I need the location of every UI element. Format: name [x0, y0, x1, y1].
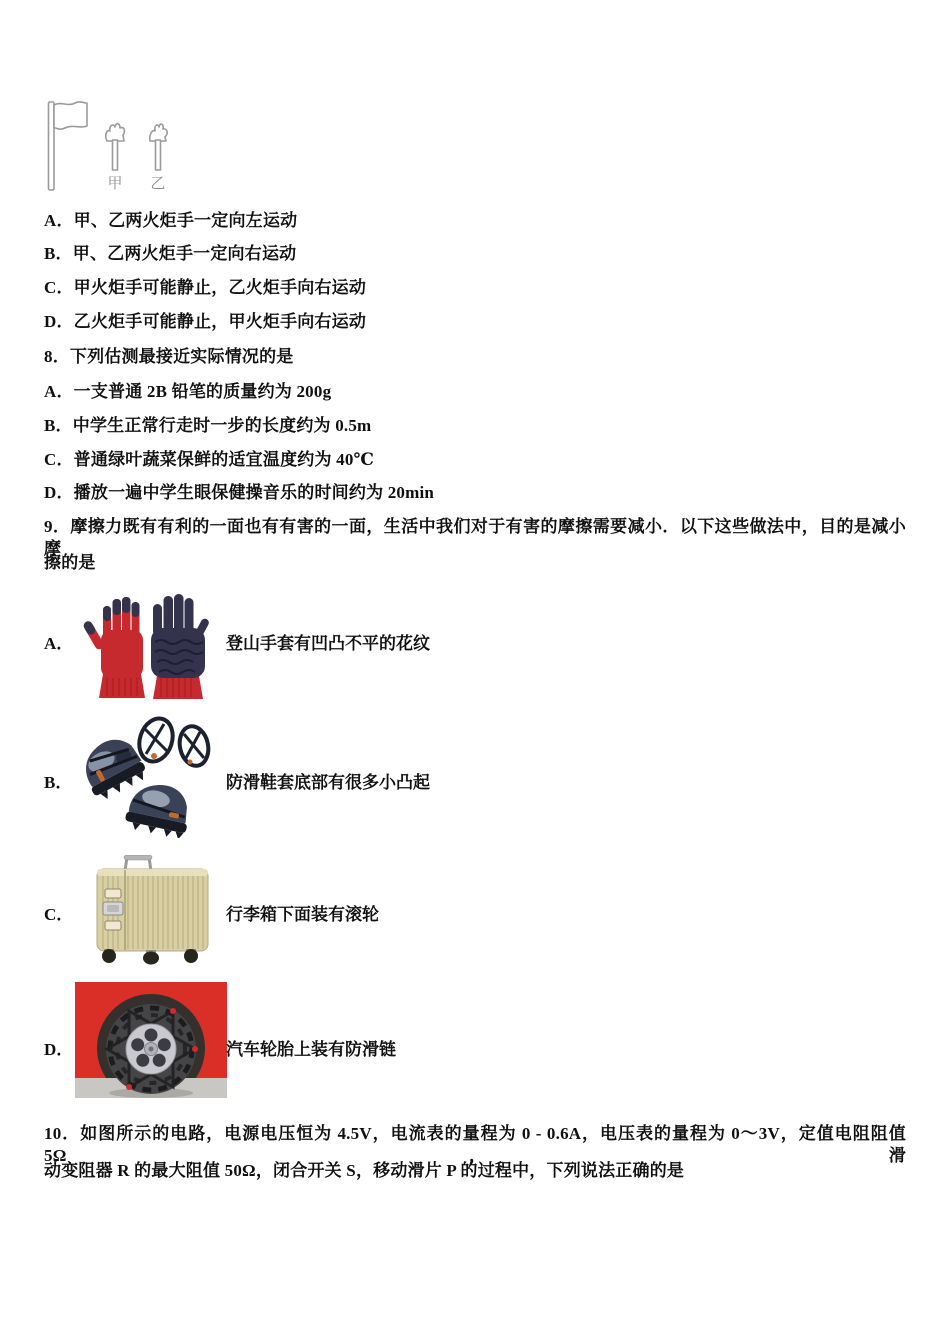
- question-9-option-a-caption: 登山手套有凹凸不平的花纹: [226, 634, 430, 653]
- torch-yi-label: 乙: [150, 176, 166, 192]
- flag-pole: [49, 102, 55, 190]
- question-9-option-c-label: C．: [44, 905, 74, 924]
- torch-yi-flame: [150, 124, 167, 141]
- flag-and-torches-figure: [45, 95, 185, 195]
- torch-yi-stick: [156, 140, 161, 170]
- torch-jia-flame: [106, 124, 125, 141]
- flag: [54, 102, 87, 129]
- question-7-option-a: A．甲、乙两火炬手一定向左运动: [44, 211, 298, 230]
- question-8-option-d: D．播放一遍中学生眼保健操音乐的时间约为 20min: [44, 483, 435, 502]
- question-7-option-d: D．乙火炬手可能静止，甲火炬手向右运动: [44, 312, 367, 331]
- anti-slip-shoe-covers-image: [66, 714, 218, 838]
- question-10-stem-line2: 动变阻器 R 的最大阻值 50Ω，闭合开关 S，移动滑片 P 的过程中，下列说法正确的是: [44, 1161, 685, 1180]
- question-9-option-c-caption: 行李箱下面装有滚轮: [226, 905, 379, 924]
- question-8-option-a: A．一支普通 2B 铅笔的质量约为 200g: [44, 382, 332, 401]
- question-9-stem-line2: 擦的是: [44, 553, 96, 572]
- question-9-option-d-label: D．: [44, 1040, 74, 1059]
- rolling-suitcase-image: [85, 855, 220, 965]
- climbing-gloves-image: [83, 592, 218, 704]
- question-8-option-c: C．普通绿叶蔬菜保鲜的适宜温度约为 40℃: [44, 450, 375, 469]
- question-9-option-b-caption: 防滑鞋套底部有很多小凸起: [226, 773, 430, 792]
- question-9-option-b-label: B．: [44, 773, 73, 792]
- tire-with-snow-chains-image: [75, 982, 227, 1098]
- question-10-stem-line1: 10．如图所示的电路，电源电压恒为 4.5V，电流表的量程为 0 - 0.6A，电压表的量程为 0～3V，定值电阻阻值 5Ω，滑: [44, 1124, 906, 1165]
- torch-jia-label: 甲: [107, 176, 123, 192]
- question-9-stem-line1: 9．摩擦力既有有利的一面也有有害的一面，生活中我们对于有害的摩擦需要减小．以下这些做法中，目的是减小摩: [44, 517, 906, 558]
- question-8-stem: 8．下列估测最接近实际情况的是: [44, 347, 294, 366]
- torch-jia-stick: [113, 140, 118, 170]
- question-9-option-a-label: A．: [44, 634, 74, 653]
- question-9-option-d-caption: 汽车轮胎上装有防滑链: [226, 1040, 396, 1059]
- question-7-option-c: C．甲火炬手可能静止，乙火炬手向右运动: [44, 278, 367, 297]
- question-7-option-b: B．甲、乙两火炬手一定向右运动: [44, 244, 297, 263]
- question-8-option-b: B．中学生正常行走时一步的长度约为 0.5m: [44, 416, 372, 435]
